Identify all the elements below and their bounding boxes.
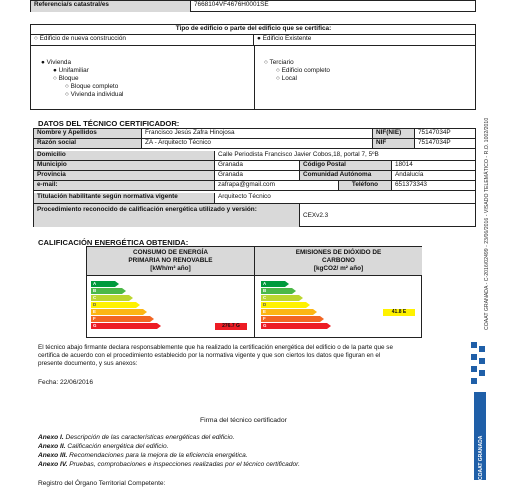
tipo-existente-label: Edificio Existente [262,35,312,42]
titulacion-value: Arquitecto Técnico [215,193,476,204]
emisiones-bar-f: F [261,316,320,322]
nombre-label: Nombre y Apellidos [34,129,142,139]
consumo-bar-b: B [91,288,122,294]
tipo-section [30,24,476,110]
radio-filled-icon: ● [257,35,263,42]
anexo-1 [38,433,234,442]
anexo-2 [38,442,168,451]
emisiones-rating-badge: 41.8 E [383,309,415,316]
tipo-nueva [31,35,254,46]
tipo-vivienda: ● Vivienda [41,59,72,66]
tipo-bloque-completo-label: Bloque completo [70,83,119,90]
ca-value: Andalucía [392,171,476,181]
visado-stamp-text: COAAT GRANADA - C-2016/02499 - 23/06/2016 - VISADO TELEMÁTICO - R.O. 1002/2010 [484,117,490,330]
tipo-local-label: Local [281,75,297,82]
emisiones-bar-b: B [261,288,292,294]
nombre-value: Francisco Jesús Zafra Hinojosa [142,129,373,139]
tipo-edificio-completo: ○ Edificio completo [276,67,330,74]
emisiones-bar-e: E [261,309,313,315]
cp-label: Código Postal [300,161,392,171]
consumo-bar-f: F [91,316,150,322]
emisiones-header-line1: EMISIONES DE DIÓXIDO DE [295,249,382,256]
emisiones-bar-d: D [261,302,306,308]
fecha: Fecha: 22/06/2016 [38,379,93,386]
emisiones-bar-a: A [261,281,285,287]
provincia-value: Granada [215,171,300,181]
tipo-divider [254,46,255,110]
anexo-4-text: Pruebas, comprobaciones e inspecciones realizadas por el técnico certificador. [67,461,300,468]
anexo-4-key: Anexo IV. [38,461,68,468]
tipo-vivienda-individual: ○ Vivienda individual [65,91,124,98]
anexo-4 [38,460,300,469]
anexo-1-key: Anexo I. [38,434,64,441]
calificacion-title: CALIFICACIÓN ENERGÉTICA OBTENIDA: [38,238,189,247]
tipo-existente [254,35,476,46]
tipo-terciario-label: Terciario [269,59,294,66]
registro-label: Registro del Órgano Territorial Competente: [38,480,166,487]
tel-value: 651373343 [392,181,476,191]
calificacion-table [86,246,422,338]
firma-label: Firma del técnico certificador [200,417,287,424]
tipo-unifamiliar-label: Unifamiliar [58,67,89,74]
tecnico-title: DATOS DEL TÉCNICO CERTIFICADOR: [38,119,180,128]
consumo-header-line2: PRIMARIA NO RENOVABLE [128,257,213,264]
emisiones-bar-c: C [261,295,299,301]
tecnico-table [33,128,476,227]
tipo-header: Tipo de edificio o parte del edificio que se certifica: [31,25,476,35]
tipo-local: ○ Local [276,75,297,82]
tipo-bloque-completo: ○ Bloque completo [65,83,119,90]
consumo-bar-g: G [91,323,157,329]
ref-row [30,0,476,12]
anexo-1-text: Descripción de las características energéticas del edificio. [63,434,235,441]
tipo-bloque: ○ Bloque [53,75,79,82]
consumo-bar-c: C [91,295,129,301]
anexo-3 [38,451,248,460]
consumo-header-line1: CONSUMO DE ENERGÍA [133,249,208,256]
consumo-header [87,247,255,276]
tipo-terciario: ○ Terciario [264,59,294,66]
municipio-value: Granada [215,161,300,171]
nif-value-2: 75147034P [415,139,476,149]
proc-label-text: Procedimiento reconocido de calificación energética utilizado y versión: [37,206,257,213]
tel-label: Teléfono [339,181,392,191]
provincia-label: Provincia [34,171,215,181]
municipio-label: Municipio [34,161,215,171]
anexo-2-text: Calificación energética del edificio. [65,443,169,450]
tipo-vivienda-individual-label: Vivienda individual [70,91,124,98]
declaracion-line3: presente documento, y sus anexos: [38,360,138,367]
anexo-3-key: Anexo III. [38,452,68,459]
domicilio-value: Calle Periodista Francisco Javier Cobos,18, portal 7, 5ºB [215,151,476,161]
domicilio-label: Domicilio [34,151,215,161]
consumo-bar-e: E [91,309,143,315]
emisiones-header [255,247,422,276]
consumo-unit: [kWh/m² año] [150,265,191,272]
declaracion-line1: El técnico abajo firmante declara responsablemente que ha realizado la certificación energética del edificio o de la parte que se [38,344,393,351]
ref-label: Referencia/s catastral/es [31,1,191,12]
radio-empty-icon: ○ [34,35,40,42]
tipo-unifamiliar: ● Unifamiliar [53,67,89,74]
email-label: e-mail: [34,181,215,191]
tipo-bloque-label: Bloque [58,75,79,82]
declaracion-line2: certifica de acuerdo con el procedimiento establecido por la normativa vigente y que son ciertos los datos que figuran en el [38,352,381,359]
emisiones-bar-g: G [261,323,327,329]
consumo-bar-d: D [91,302,136,308]
titulacion-label: Titulación habilitante según normativa vigente [34,193,215,204]
consumo-rating-badge: 276.7 G [215,323,247,330]
email-value: zafrapa@gmail.com [215,181,339,191]
proc-label [34,204,300,227]
ref-value: 7668104VF4676H0001SE [194,1,269,8]
nif-value-1: 75147034P [415,129,476,139]
calificacion-divider [254,276,255,338]
anexo-2-key: Anexo II. [38,443,66,450]
anexo-3-text: Recomendaciones para la mejora de la eficiencia energética. [67,452,248,459]
consumo-bar-a: A [91,281,115,287]
emisiones-header-line2: CARBONO [321,257,356,264]
nif-label-1: NIF(NIE) [373,129,415,139]
tipo-vivienda-label: Vivienda [46,59,72,66]
tipo-edificio-completo-label: Edificio completo [281,67,330,74]
emisiones-unit: [kgCO2/ m² año] [313,265,364,272]
razon-value: ZA - Arquitecto Técnico [142,139,373,149]
nif-label-2: NIF [373,139,415,149]
cp-value: 18014 [392,161,476,171]
proc-value: CEXv2.3 [303,212,329,219]
seal-vertical-label: COAAT GRANADA [478,435,484,480]
razon-label: Razón social [34,139,142,149]
ca-label: Comunidad Autónoma [300,171,392,181]
tipo-nueva-label: Edificio de nueva construcción [39,35,126,42]
